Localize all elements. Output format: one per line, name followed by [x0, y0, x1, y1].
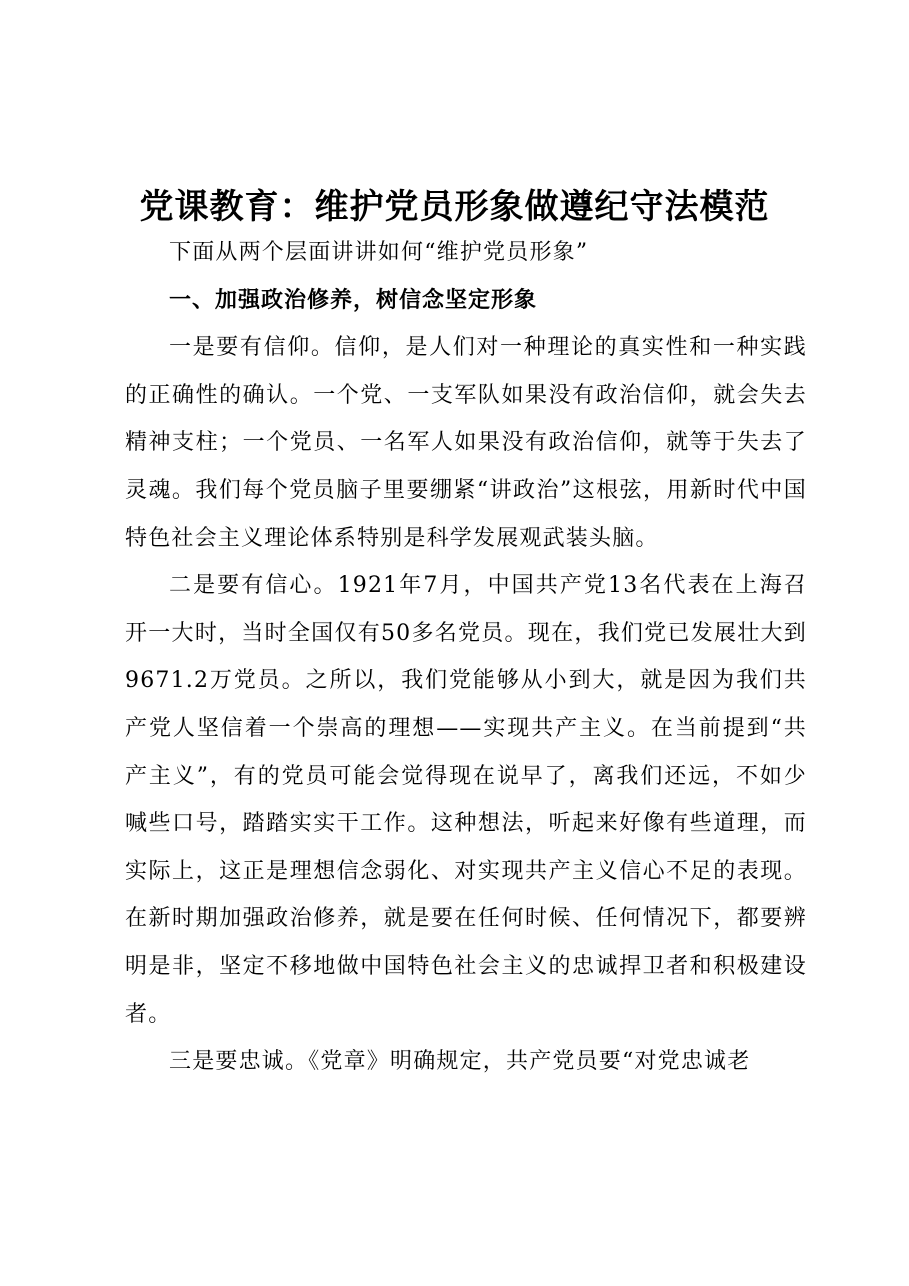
document-body [125, 229, 807, 1086]
intro-paragraph: 下面从两个层面讲讲如何“维护党员形象” [169, 240, 589, 265]
paragraph-faith: 一是要有信仰。信仰，是人们对一种理论的真实性和一种实践的正确性的确认。一个党、一支军队如果没有政治信仰，就会失去精神支柱；一个党员、一名军人如果没有政治信仰，就等于失去了灵魂。我们每个党员脑子里要绷紧“讲政治”这根弦，用新时代中国特色社会主义理论体系特别是科学发展观武装头脑。 [125, 335, 807, 551]
paragraph-loyalty: 三是要忠诚。《党章》明确规定，共产党员要“对党忠诚老 [169, 1049, 751, 1075]
paragraph-confidence: 二是要有信心。1921年7月，中国共产党13名代表在上海召开一大时，当时全国仅有50多名党员。现在，我们党已发展壮大到9671.2万党员。之所以，我们党能够从小到大，就是因为我们共产党人坚信着一个崇高的理想——实现共产主义。在当前提到“共产主义”，有的党员可能会觉得现在说早了，离我们还远，不如少喊些口号，踏踏实实干工作。这种想法，听起来好像有些道理，而实际上，这正是理想信念弱化、对实现共产主义信心不足的表现。在新时期加强政治修养，就是要在任何时候、任何情况下，都要辨明是非，坚定不移地做中国特色社会主义的忠诚捍卫者和积极建设者。 [125, 573, 807, 1027]
document-title: 党课教育：维护党员形象做遵纪守法模范 [139, 187, 770, 227]
section-heading-1: 一、加强政治修养，树信念坚定形象 [169, 287, 538, 313]
